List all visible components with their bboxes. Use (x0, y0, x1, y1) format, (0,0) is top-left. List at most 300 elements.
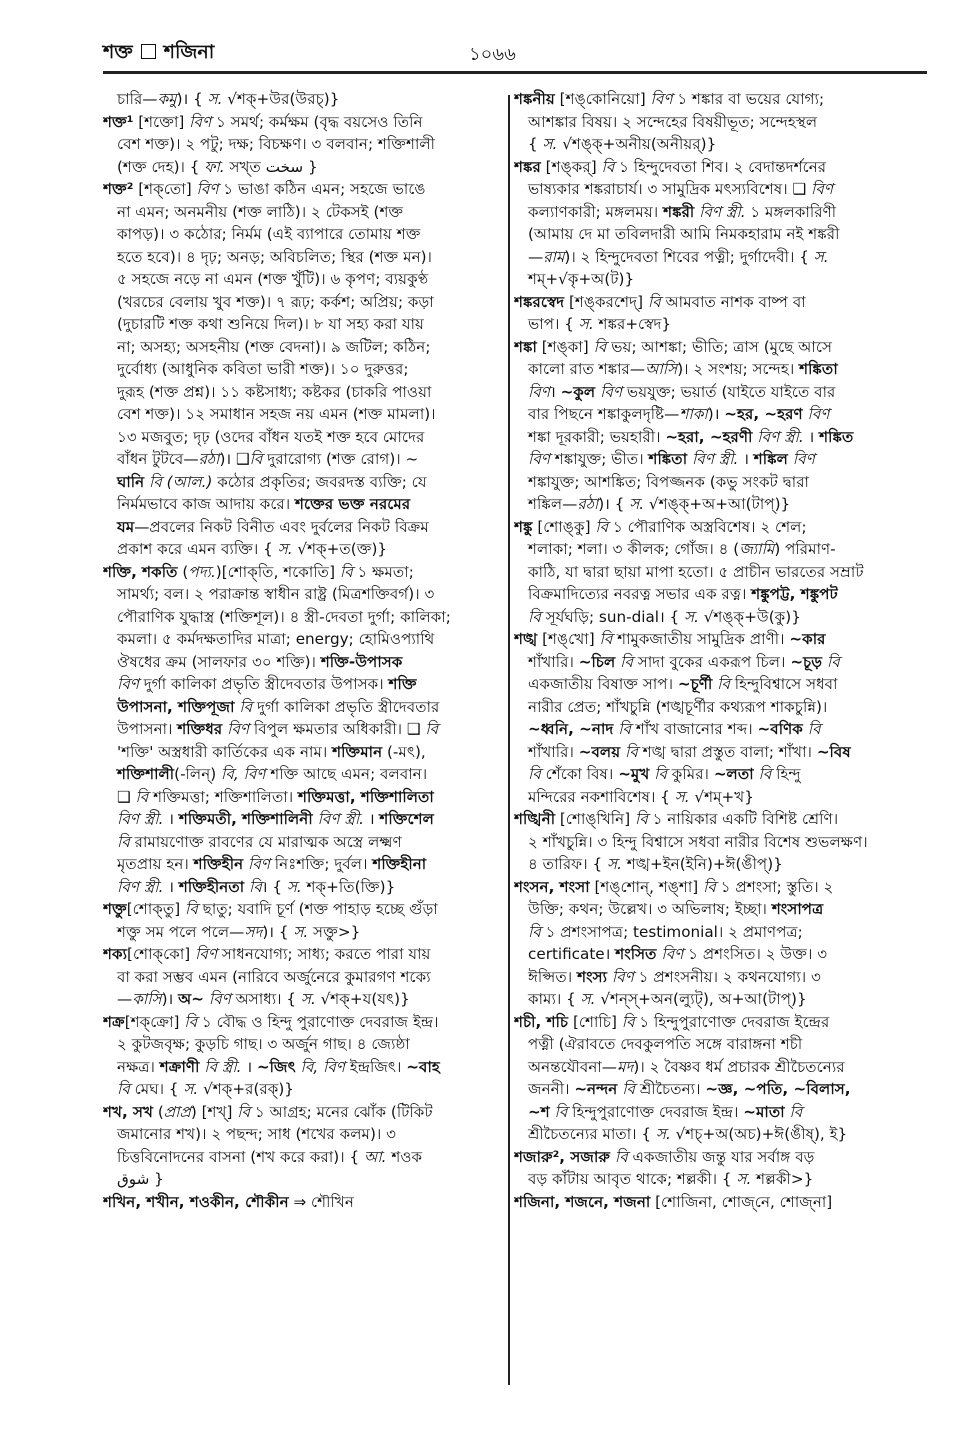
definition-text: মন্দিরের নকশাবিশেষ। { (528, 787, 675, 806)
headword-text: শংসাপত্র (771, 900, 824, 918)
grammar-label: বি (339, 562, 353, 581)
entry-line (514, 403, 926, 426)
entry-headword-line (514, 156, 926, 179)
grammar-label: প্রাপ্র (163, 1102, 191, 1121)
definition-text: 'শক্তি' অস্ত্রধারী কার্তিকের এক নাম। (117, 742, 333, 761)
definition-text: — (528, 247, 544, 266)
grammar-label: বি (249, 450, 263, 468)
grammar-label: বি (আল.) (149, 472, 213, 491)
definition-text: )। (707, 405, 725, 423)
grammar-label: স. (578, 315, 594, 333)
grammar-label: বি (135, 787, 149, 806)
entry-headword-line (514, 88, 926, 111)
definition-text: ১ হিন্দুপুরাণোক্ত দেবরাজ ইন্দ্রের (634, 1012, 830, 1031)
entry-line (103, 133, 501, 156)
entry-line (103, 696, 501, 719)
grammar-label: বিণ (528, 450, 550, 468)
definition-text: ১ বৌদ্ধ ও হিন্দু পুরাণোক্ত দেবরাজ ইন্দ্র। (197, 1012, 439, 1031)
entry-headword-line (103, 178, 501, 201)
entry-line (103, 381, 501, 404)
definition-text: আশঙ্কার বিষয়। ২ সন্দেহের বিষয়ীভূত; সন্দেহস্থল (528, 112, 818, 131)
definition-text: শম্+√কৃ+অ(ট)} (528, 270, 635, 288)
definition-text: দুর্গা কালিকা প্রভৃতি স্ত্রীদেবতার উপাসক। (138, 675, 389, 693)
headword-text: শক্তের ভক্ত নরমের (295, 495, 411, 513)
guide-word-last: শজিনা (163, 41, 215, 63)
definition-text: শঙ্খ+ইন(ইনি)+ঈ(ঙীপ্)} (621, 855, 783, 873)
headword-text: শঙ্কা (514, 337, 537, 356)
definition-text: [শক্‌ক্রো] (124, 1012, 185, 1031)
entry-line (103, 808, 501, 831)
header-rule (103, 71, 927, 74)
definition-text: জমানোর শখ)। ২ পছন্দ; সাধ (শখের কলম)। ৩ (117, 1125, 397, 1143)
headword-text: ~চূড় (790, 652, 823, 671)
headword-text: শঙ্খ (514, 630, 538, 648)
headword-text: ~জ্ঞ, ~পতি, ~বিলাস, (705, 1080, 851, 1098)
definition-text: (-লিন্) (174, 765, 222, 783)
entry-line (514, 268, 926, 291)
entry-line (514, 1168, 926, 1191)
entry-headword-line (103, 943, 501, 966)
definition-text: । { (261, 877, 287, 896)
headword-text: যম (117, 517, 135, 536)
definition-text: উক্তি; কথন; উল্লেখ। ৩ অভিলাষ; ইচ্ছা। (528, 900, 772, 918)
definition-text: ৫ সহজে নড়ে না এমন (শক্ত খুঁটি)। ৬ কৃপণ; ব্যয়কুণ্ঠ (117, 270, 429, 288)
definition-text: √শক্+য(যৎ)} (315, 990, 410, 1008)
entry-line (103, 358, 501, 381)
definition-text: বার পিছনে শঙ্কাকুলদৃষ্টি— (528, 405, 680, 423)
entry-line (103, 718, 501, 741)
headword-text: শংসন, শংসা (514, 877, 590, 896)
entry-line (514, 1101, 926, 1124)
entry-line (514, 133, 926, 156)
headword-text: শজারু², সজারু (514, 1147, 611, 1166)
entry-headword-line (514, 628, 926, 651)
grammar-label: বি, বিণ (300, 1057, 345, 1076)
entry-line (103, 786, 501, 809)
definition-text: হিন্দু (771, 765, 801, 783)
entry-line (103, 291, 501, 314)
definition-text: شوق } (117, 1170, 164, 1188)
grammar-label: সদ (244, 922, 263, 941)
definition-text: কল্যাণকারী; মঙ্গলময়। (528, 202, 664, 221)
grammar-label: বি (618, 720, 631, 738)
entry-line (514, 651, 926, 674)
definition-text: √শম্+খ} (689, 787, 754, 806)
definition-text: [শোক্‌তু] (126, 900, 186, 918)
entry-headword-line (514, 336, 926, 359)
grammar-label: মদ (617, 1057, 634, 1076)
definition-text: — (117, 990, 133, 1008)
headword-text: শঙ্কর (514, 157, 541, 176)
headword-text: ~লতা (713, 765, 754, 783)
definition-text: একজাতীয় বিষাক্ত সাপ। (528, 675, 678, 693)
headword-text: শঙ্কিত (819, 427, 854, 446)
grammar-label: বিণ স্ত্রী. (757, 427, 804, 446)
definition-text: ভয়; আশঙ্কা; ভীতি; ত্রাস (মুছে আসে (606, 337, 833, 356)
headword-text: শক্য (103, 945, 128, 963)
grammar-label: বিণ (117, 675, 139, 693)
definition-text: দুর্গা কালিকা প্রভৃতি স্ত্রীদেবতার (252, 697, 440, 716)
definition-text: ১ আগ্রহ; মনের ঝোঁক (টিকিট (250, 1102, 433, 1121)
entry-line (514, 763, 926, 786)
guide-word-first: শক্ত (103, 41, 133, 63)
definition-text: । (364, 810, 380, 828)
definition-text: ১ ক্ষমতা; (352, 562, 414, 581)
entry-line (514, 921, 926, 944)
entry-line (103, 628, 501, 651)
entry-line (514, 426, 926, 449)
definition-text: ⇒ শৌখিন (288, 1192, 354, 1211)
definition-text: শঙ্কাযুক্ত; ভীত। (549, 450, 649, 468)
headword-text: শংস্য (577, 967, 608, 986)
grammar-label: বি (184, 1012, 198, 1031)
grammar-label: বি (622, 1080, 636, 1098)
headword-text: ~বলয় (578, 742, 621, 761)
definition-text: { (528, 135, 543, 153)
entry-line (103, 156, 501, 179)
entry-headword-line (103, 898, 501, 921)
definition-text: শক্তিমত্তা; শক্তিশালিতা। (148, 787, 299, 806)
grammar-label: বি (593, 337, 607, 356)
entry-line (514, 471, 926, 494)
grammar-label: বি (789, 1102, 803, 1121)
definition-text: হতে হবে)। ৪ দৃঢ়; অনড়; অবিচলিত; স্থির (শক্ত মন)। (117, 247, 432, 266)
headword-text: শক্তিধর (177, 720, 223, 738)
definition-text: পত্নী (ঐরাবতে দেবকুলপতি সঙ্গে বারাঙ্গনা শচী (528, 1035, 803, 1053)
definition-text: ভাষ্যকার শঙ্করাচার্য। ৩ সামুদ্রিক মৎস্যবিশেষ। ❑ (528, 180, 811, 198)
definition-text: শ্রীচৈতন্য। (635, 1080, 706, 1098)
definition-text: √শক্+ত(ক্ত)} (292, 540, 388, 558)
entry-line (103, 831, 501, 854)
definition-text: শলাকা; শলা। ৩ কীলক; গোঁজ। ৪ ( (528, 540, 740, 558)
definition-text: কালো রাত শঙ্কার— (528, 360, 646, 378)
entry-line (514, 718, 926, 741)
definition-text: √শক্+র(রক্)} (198, 1080, 294, 1098)
entry-line (514, 853, 926, 876)
headword-text: ~বিষ (816, 742, 851, 761)
headword-text: শক্র (103, 1012, 125, 1031)
left-column (103, 88, 501, 1213)
grammar-label: বিণ স্ত্রী. (117, 810, 164, 828)
entry-line (103, 921, 501, 944)
headword-text: শঙ্কিতা (648, 450, 688, 468)
grammar-label: বিণ (807, 405, 830, 423)
grammar-label: স. (629, 495, 645, 513)
column-divider (508, 95, 510, 1385)
definition-text: ভাপ। { (528, 315, 579, 333)
grammar-label: বি (117, 1080, 130, 1098)
definition-text: ভয়যুক্ত; ভয়ার্ত (যাইতে যাইতে বার (622, 382, 836, 401)
definition-text: না এমন; অনমনীয় (শক্ত লাঠি)। ২ টেকসই (শক্ত (117, 202, 404, 221)
grammar-label: রাম (543, 247, 565, 266)
headword-text: ~মুখ (618, 765, 650, 783)
headword-text: শক্তিমত্তা, শক্তিশালিতা (298, 787, 434, 806)
definition-text: শঙ্খ দ্বারা প্রস্তুত বালা; শাঁখা। (637, 742, 817, 761)
definition-text: (শক্ত দেহ)। { (117, 157, 205, 176)
grammar-label: স. (286, 877, 302, 896)
grammar-label: বিণ স্ত্রী. (699, 202, 746, 221)
definition-text: বাঁধন টুটবে— (117, 450, 199, 468)
headword-text: ~চূর্ণী (677, 675, 713, 693)
entry-line (514, 313, 926, 336)
entry-line (514, 111, 926, 134)
grammar-label: রঠা (577, 495, 599, 513)
entry-line (514, 943, 926, 966)
definition-text: ছাতু; যবাদি চূর্ণ (শক্ত পাহাড় হচ্ছে গুঁড়া (197, 900, 438, 918)
grammar-label: স. (183, 1080, 199, 1098)
grammar-label: বিণ (611, 967, 634, 986)
definition-text: √শন্‌স্+অন(ল্যুট্), অ+আ(টাপ্)} (595, 990, 807, 1008)
separator-box-icon (141, 44, 156, 59)
entry-headword-line (514, 516, 926, 539)
entry-line (103, 538, 501, 561)
definition-text: সাদা বুকের একরূপ চিল। (632, 652, 791, 671)
definition-text: মৃতপ্রায় হন। (117, 855, 194, 873)
grammar-label: বি (614, 1147, 628, 1166)
headword-text: শঙ্করী (663, 202, 695, 221)
entry-line (103, 448, 501, 471)
definition-text: হিন্দুপুরাণোক্ত দেবরাজ ইন্দ্র। (567, 1102, 744, 1121)
definition-text: অসাধ্য। { (230, 990, 301, 1008)
entry-line (103, 471, 501, 494)
grammar-label: বি (758, 765, 772, 783)
grammar-label: বি (717, 675, 730, 693)
headword-text: শঙ্করস্বেদ (514, 292, 565, 311)
entry-line (514, 381, 926, 404)
definition-text: )। (161, 990, 179, 1008)
definition-text: [শক্তো] (133, 112, 190, 131)
entry-headword-line (514, 291, 926, 314)
definition-text: ১ মঙ্গলকারিণী (745, 202, 837, 221)
grammar-label: স. (607, 855, 622, 873)
headword-text: ঘানি (117, 472, 145, 491)
entry-line (103, 223, 501, 246)
definition-text: ) [শখ্] (190, 1102, 238, 1121)
definition-text: শল্লকী>} (751, 1170, 814, 1188)
grammar-label: বি (528, 607, 541, 626)
entry-line (514, 1033, 926, 1056)
grammar-label: বিণ (600, 382, 623, 401)
grammar-label: জ্যামি (739, 540, 775, 558)
definition-text: ১ নায়িকার একটি বিশিষ্ট শ্রেণি। (647, 810, 839, 828)
definition-text: )। ২ বৈষ্ণব ধর্ম প্রচারক শ্রীচৈতন্যের (633, 1057, 845, 1076)
grammar-label: পদ্য. (188, 562, 216, 581)
headword-text: শচী, শচি (514, 1012, 569, 1031)
page-number: ১০৬৬ (469, 44, 516, 65)
definition-text: কুমির। (666, 765, 714, 783)
headword-text: ~চিল (578, 652, 616, 671)
grammar-label: বিণ (247, 855, 270, 873)
entry-line (514, 741, 926, 764)
definition-text: চিত্তবিনোদনের বাসনা (শখ করে করা)। { (117, 1147, 364, 1166)
definition-text: (খরচের বেলায় খুব শক্ত)। ৭ রূঢ়; কর্কশ; অপ্রিয়; কড়া (117, 292, 434, 311)
headword-text: শক্তিশেল (379, 810, 434, 828)
definition-text: ইন্দ্রজিৎ। (344, 1057, 407, 1076)
entry-line (103, 493, 501, 516)
definition-text: ২ শাঁখচুন্নি। ৩ হিন্দু বিশ্বাসে সধবা নারীর বিশেষ শুভলক্ষণ। (528, 832, 868, 851)
definition-text: ১ শঙ্কার বা ভয়ের যোগ্য; (672, 90, 825, 108)
definition-text: পৌরাণিক যুদ্ধাস্ত্র (শক্তিশূল)। ৪ স্ত্রী-দেবতা দুর্গা; কালিকা; (117, 607, 451, 626)
definition-text: । (163, 810, 179, 828)
entry-line (514, 448, 926, 471)
definition-text: শাঁখারি। (528, 652, 579, 671)
headword-text: ~জিৎ (256, 1057, 296, 1076)
grammar-label: বি (239, 697, 253, 716)
definition-text: শঙ্কাযুক্ত; আশঙ্কিত; বিপজ্জনক (কভু সংকট দ্বারা (528, 472, 809, 491)
entry-line (103, 88, 501, 111)
headword-text: শক্তিহীনা (372, 855, 427, 873)
definition-text: ১ হিন্দুদেবতা শিব। ২ বেদান্তদর্শনের (614, 157, 827, 176)
definition-text: উপাসনা। (117, 720, 178, 738)
definition-text: অনন্তযৌবনা— (528, 1057, 617, 1076)
headword-text: শক্তি-উপাসক (320, 652, 403, 671)
definition-text: [শক্‌তো] (133, 180, 197, 198)
grammar-label: বিণ (528, 382, 550, 401)
definition-text: চারি— (117, 90, 158, 108)
definition-text: বা করা সম্ভব এমন (নারিবে অর্জুনেরে কুমারগণ শক্যে (117, 967, 431, 986)
definition-text: । (163, 877, 179, 896)
headword-text: শঙ্কুপট্ট, শঙ্কুপট (751, 585, 838, 603)
grammar-label: বি স্ত্রী. (204, 1057, 242, 1076)
entry-line (103, 876, 501, 899)
definition-text: ( (177, 562, 189, 581)
definition-text: শ্রীচৈতন্যের মাতা। { (528, 1125, 656, 1143)
headword-text: শজিনা, শজনে, শজনা (514, 1192, 651, 1211)
entry-headword-line (514, 808, 926, 831)
grammar-label: কাসি (132, 990, 162, 1008)
definition-text: [শঙ্‌কোনিয়ো] (554, 90, 651, 108)
definition-text: √শচ্+অ(অচ)+ঈ(ঙীষ্), ই} (670, 1125, 848, 1143)
page-header (103, 38, 923, 68)
entry-line (514, 898, 926, 921)
definition-text: [শঙ্‌করশেদ্] (564, 292, 648, 311)
entry-line (103, 763, 501, 786)
grammar-label: বি (595, 517, 609, 536)
entry-line (103, 606, 501, 629)
definition-text: (দুচারটি শক্ত কথা শুনিয়ে দিল)। ৮ যা সহ্য করা যায় (117, 315, 424, 333)
entry-line (514, 1078, 926, 1101)
entry-line (103, 313, 501, 336)
entry-headword-line (514, 1146, 926, 1169)
definition-text: ১ ভাঙা কঠিন এমন; সহজে ভাঙে (218, 180, 426, 198)
definition-text: রামায়ণোক্ত রাবণের যে মারাত্মক অস্ত্রে লক্ষ্মণ (129, 832, 402, 851)
headword-text: শক্ত¹ (103, 112, 134, 131)
grammar-label: শাকা (679, 405, 708, 423)
definition-text: ১ পৌরাণিক অস্ত্রবিশেষ। ২ শেল; (608, 517, 807, 536)
entry-line (103, 1078, 501, 1101)
entry-line (103, 1146, 501, 1169)
grammar-label: বিণ স্ত্রী. (691, 450, 739, 468)
right-column (514, 88, 926, 1213)
definition-text: [শোঙ্‌খিনি] (555, 810, 635, 828)
grammar-label: স. (542, 135, 558, 153)
definition-text: দুর্বোধ্য (আধুনিক কবিতা ভারী শক্ত)। ১০ দুরুত্তর; (117, 360, 409, 378)
entry-line (514, 1056, 926, 1079)
definition-text: ❑ (117, 787, 136, 806)
entry-headword-line (103, 1101, 501, 1124)
entry-line (103, 673, 501, 696)
headword-text: শক্তিহীন (193, 855, 244, 873)
entry-line (514, 246, 926, 269)
grammar-label: বি (237, 1102, 251, 1121)
definition-text: শক্তু সম পলে পলে— (117, 922, 245, 941)
entry-line (514, 201, 926, 224)
headword-text: শঙ্কু (514, 517, 533, 536)
definition-text: ১৩ মজবুত; দৃঢ় (ওদের বাঁধন যতই শক্ত হবে মোদের (117, 427, 425, 446)
grammar-label: আ. (363, 1147, 387, 1166)
definition-text: ১ প্রশংসাপত্র; testimonial। ২ প্রমাণপত্র; (540, 922, 803, 941)
definition-text: (আমায় দে মা তবিলদারী আমি নিমকহারাম নই শঙ্করী (528, 225, 840, 243)
grammar-label: স. (684, 607, 699, 626)
grammar-label: বিণ (208, 990, 231, 1008)
definition-text: [শোজিনা, শোজ্‌নে, শোজ্‌না] (650, 1192, 833, 1211)
entry-line (103, 426, 501, 449)
entry-line (103, 1123, 501, 1146)
grammar-label: বি (826, 652, 840, 671)
grammar-label: বি (528, 922, 541, 941)
headword-text: শঙ্কিতা (799, 360, 838, 378)
entry-line (103, 583, 501, 606)
definition-text: [শোক্‌কো] (127, 945, 196, 963)
entry-line (103, 201, 501, 224)
grammar-label: বি (621, 1012, 635, 1031)
definition-text: প্রকাশ করে এমন ব্যক্তি। { (117, 540, 278, 558)
headword-text: ~মাতা (743, 1102, 785, 1121)
entry-line (514, 538, 926, 561)
definition-text: নারীর প্রেত; শাঁখচুন্নি (শঙ্খচূর্ণীর কথ্যরূপ শাকচুন্নি)। (528, 697, 828, 716)
entry-line (514, 673, 926, 696)
grammar-label: কমু (157, 90, 177, 108)
grammar-label: বি (117, 832, 130, 851)
headword-text: শঙ্কনীয় (514, 90, 555, 108)
definition-text: certificate। (528, 945, 616, 963)
headword-text: শক্তিহীনতা (178, 877, 245, 896)
grammar-label: বিণ (792, 450, 815, 468)
headword-text: শঙ্খিনী (514, 810, 556, 828)
headword-text: শখিন, শখীন, শওকীন, শৌকীন (103, 1192, 289, 1211)
definition-text: ঈপ্সিত। (528, 967, 578, 986)
definition-text: সাধনযোগ্য; সাধ্য; করতে পারা যায় (217, 945, 431, 963)
entry-headword-line (514, 1011, 926, 1034)
definition-text: শঙ্কা দূরকারী; ভয়হারী। (528, 427, 666, 446)
grammar-label: স. (207, 90, 223, 108)
definition-text: )। { (176, 90, 208, 108)
definition-text: সূর্যঘড়ি; sun-dial। { (540, 607, 685, 626)
grammar-label: বি (185, 900, 198, 918)
headword-text: ~শ (528, 1102, 550, 1121)
entry-line (514, 561, 926, 584)
grammar-label: বি (528, 765, 541, 783)
definition-text: সখ্‌ত سخت } (224, 157, 318, 176)
headword-text: শখ, সখ (103, 1102, 154, 1121)
entry-headword-line (103, 561, 501, 584)
definition-text: √শক্+উর(উরচ্)} (222, 90, 340, 108)
grammar-label: বিণ (650, 90, 673, 108)
grammar-label: বি (248, 877, 262, 896)
definition-text: । (803, 427, 820, 446)
definition-text: শঙ্কর+স্বেদ} (593, 315, 672, 333)
headword-text: শক্ত² (103, 180, 134, 198)
headword-text: উপাসনা, শক্তিপূজা (117, 697, 235, 716)
definition-text: শক্তি আছে এমন; বলবান। (265, 765, 428, 783)
definition-text: ১ প্রশংসিত। ২ উক্ত। ৩ (683, 945, 828, 963)
grammar-label: বি (625, 742, 638, 761)
headword-text: ~নন্দন (574, 1080, 618, 1098)
grammar-label: বিণ (195, 945, 218, 963)
grammar-label: ফা. (204, 157, 225, 176)
headword-text: শক্তু (103, 900, 127, 918)
entry-line (514, 358, 926, 381)
